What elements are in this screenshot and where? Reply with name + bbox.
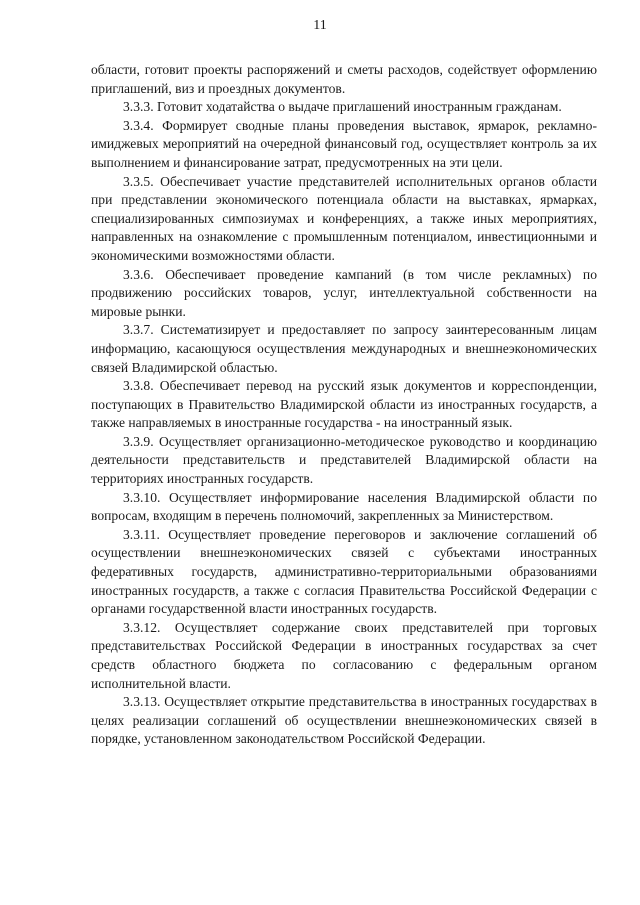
paragraph-3-3-13: 3.3.13. Осуществляет открытие представительства в иностранных государствах в целях реализации соглашений об осуществлении внешнеэкономических связей в порядке, установленном законодательством Российской Федерации. <box>91 694 597 747</box>
paragraph-3-3-8: 3.3.8. Обеспечивает перевод на русский язык документов и корреспонденции, поступающих в Правительство Владимирской области из иностранных государств, а также направляемых в иностранные государства - на иностранный язык. <box>91 378 597 431</box>
paragraph-3-3-11: 3.3.11. Осуществляет проведение переговоров и заключение соглашений об осуществлении внешнеэкономических связей с субъектами иностранных федеративных государств, административно-территориальными образованиями иностранных государств, а также с согласия Правительства Российской Федерации с органами государственной власти иностранных государств. <box>91 526 597 617</box>
document-body <box>91 61 597 749</box>
paragraph-3-3-3: 3.3.3. Готовит ходатайства о выдаче приглашений иностранным гражданам. <box>123 99 562 115</box>
paragraph-continuation: области, готовит проекты распоряжений и сметы расходов, содействует оформлению приглашений, виз и проездных документов. <box>91 62 597 96</box>
paragraph-3-3-12: 3.3.12. Осуществляет содержание своих представителей при торговых представительствах Российской Федерации в иностранных государствах за счет средств областного бюджета по согласованию с федеральным органом исполнительной власти. <box>91 619 597 691</box>
paragraph-3-3-5: 3.3.5. Обеспечивает участие представителей исполнительных органов области при представлении экономического потенциала области на выставках, ярмарках, специализированных симпозиумах и конференциях, а также иных мероприятиях, направленных на ознакомление с промышленным потенциалом, инвестиционными и экономическими возможностями области. <box>91 173 597 263</box>
paragraph-3-3-10: 3.3.10. Осуществляет информирование населения Владимирской области по вопросам, входящим в перечень полномочий, закрепленных за Министерством. <box>91 489 597 524</box>
page-number: 11 <box>313 18 327 33</box>
paragraph-3-3-6: 3.3.6. Обеспечивает проведение кампаний (в том числе рекламных) по продвижению российских товаров, услуг, интеллектуальной собственности на мировые рынки. <box>91 266 597 319</box>
paragraph-3-3-7: 3.3.7. Систематизирует и предоставляет по запросу заинтересованным лицам информацию, касающуюся осуществления международных и внешнеэкономических связей Владимирской областью. <box>91 322 597 375</box>
paragraph-3-3-9: 3.3.9. Осуществляет организационно-методическое руководство и координацию деятельности представительств и представителей Владимирской области на территориях иностранных государств. <box>91 433 597 487</box>
paragraph-3-3-4: 3.3.4. Формирует сводные планы проведения выставок, ярмарок, рекламно-имиджевых мероприятий на очередной финансовый год, осуществляет контроль за их выполнением и финансирование затрат, предусмотренных на эти цели. <box>91 117 597 170</box>
